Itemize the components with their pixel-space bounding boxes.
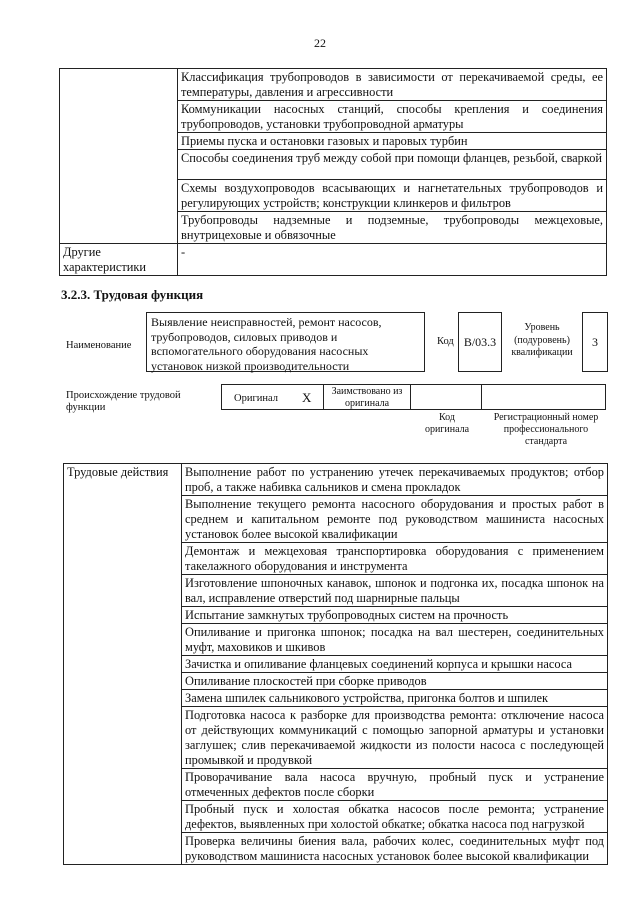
table-cell-label <box>60 69 178 244</box>
table-row <box>60 244 607 276</box>
table-cell-label: Другие характеристики <box>60 244 178 276</box>
table-cell-text: Испытание замкнутых трубопроводных систем на прочность <box>182 607 608 624</box>
reg-caption: Регистрационный номер профессионального стандарта <box>493 412 599 447</box>
table-cell-text: Коммуникации насосных станций, способы крепления и соединения трубопроводов, установки трубопроводной арматуры <box>178 101 607 133</box>
divider <box>323 384 324 410</box>
table-cell-text: Опиливание плоскостей при сборке приводов <box>182 673 608 690</box>
table-cell-text: Классификация трубопроводов в зависимости от перекачиваемой среды, ее температуры, давления и агрессивности <box>178 69 607 101</box>
level-value-box: 3 <box>582 312 608 372</box>
knowledge-table <box>59 68 607 276</box>
table-cell-text: Проворачивание вала насоса вручную, пробный пуск и устранение отмеченных дефектов после сборки <box>182 769 608 801</box>
borrowed-label: Заимствовано из оригинала <box>331 386 403 409</box>
table-cell-text: Проверка величины биения вала, рабочих колес, соединительных муфт под руководством машиниста насосных установок более высокой квалификации <box>182 833 608 865</box>
actions-table <box>63 463 608 865</box>
page-number: 22 <box>314 36 326 50</box>
function-code-box: B/03.3 <box>458 312 502 372</box>
original-mark: X <box>302 390 312 405</box>
table-cell-text: - <box>178 244 607 276</box>
table-cell-text: Опиливание и пригонка шпонок; посадка на вал шестерен, соединительных муфт, маховиков и шкивов <box>182 624 608 656</box>
table-cell-label: Трудовые действия <box>64 464 182 865</box>
table-row <box>60 69 607 101</box>
table-cell-text: Схемы воздухопроводов всасывающих и нагнетательных трубопроводов и регулирующих устройств; конструкции клинкеров и фильтров <box>178 180 607 212</box>
table-cell-text: Подготовка насоса к разборке для производства ремонта: отключение насоса от действующих коммуникаций с помощью запорной арматуры и установки заглушек; слив перекачиваемой жидкости из полости насоса с последующей промывкой и продувкой <box>182 707 608 769</box>
section-title: 3.2.3. Трудовая функция <box>61 287 204 302</box>
name-label: Наименование <box>66 340 132 351</box>
code-label: Код <box>437 336 454 347</box>
table-cell-text: Замена шпилек сальникового устройства, пригонка болтов и шпилек <box>182 690 608 707</box>
origin-box <box>221 384 606 410</box>
function-name-box: Выявление неисправностей, ремонт насосов, трубопроводов, силовых приводов и вспомогательного оборудования насосных установок низкой производительности <box>146 312 425 372</box>
table-cell-text: Демонтаж и межцеховая транспортировка оборудования с применением такелажного оборудования и инструмента <box>182 543 608 575</box>
table-cell-text: Трубопроводы надземные и подземные, трубопроводы межцеховые, внутрицеховые и обвязочные <box>178 212 607 244</box>
origin-label: Происхождение трудовой функции <box>66 390 181 413</box>
divider <box>481 384 482 410</box>
table-cell-text: Выполнение работ по устранению утечек перекачиваемых продуктов; отбор проб, а также набивка сальников и смена прокладок <box>182 464 608 496</box>
table-row <box>64 464 608 496</box>
table-cell-text: Изготовление шпоночных канавок, шпонок и подгонка их, посадка шпонок на вал, исправление отверстий под шарнирные пальцы <box>182 575 608 607</box>
code-caption: Код оригинала <box>424 412 470 435</box>
level-label: Уровень (подуровень) квалификации <box>511 322 573 358</box>
table-cell-text: Зачистка и опиливание фланцевых соединений корпуса и крышки насоса <box>182 656 608 673</box>
table-cell-text: Выполнение текущего ремонта насосного оборудования и простых работ в среднем и капитальном ремонте под руководством машиниста насосных установок более высокой квалификации <box>182 496 608 543</box>
table-cell-text: Приемы пуска и остановки газовых и паровых турбин <box>178 133 607 150</box>
table-cell-text: Способы соединения труб между собой при помощи фланцев, резьбой, сваркой <box>178 150 607 180</box>
original-label: Оригинал <box>234 393 278 404</box>
divider <box>410 384 411 410</box>
table-cell-text: Пробный пуск и холостая обкатка насосов после ремонта; устранение дефектов, выявленных при холостой обкатке; обкатка насоса под нагрузкой <box>182 801 608 833</box>
